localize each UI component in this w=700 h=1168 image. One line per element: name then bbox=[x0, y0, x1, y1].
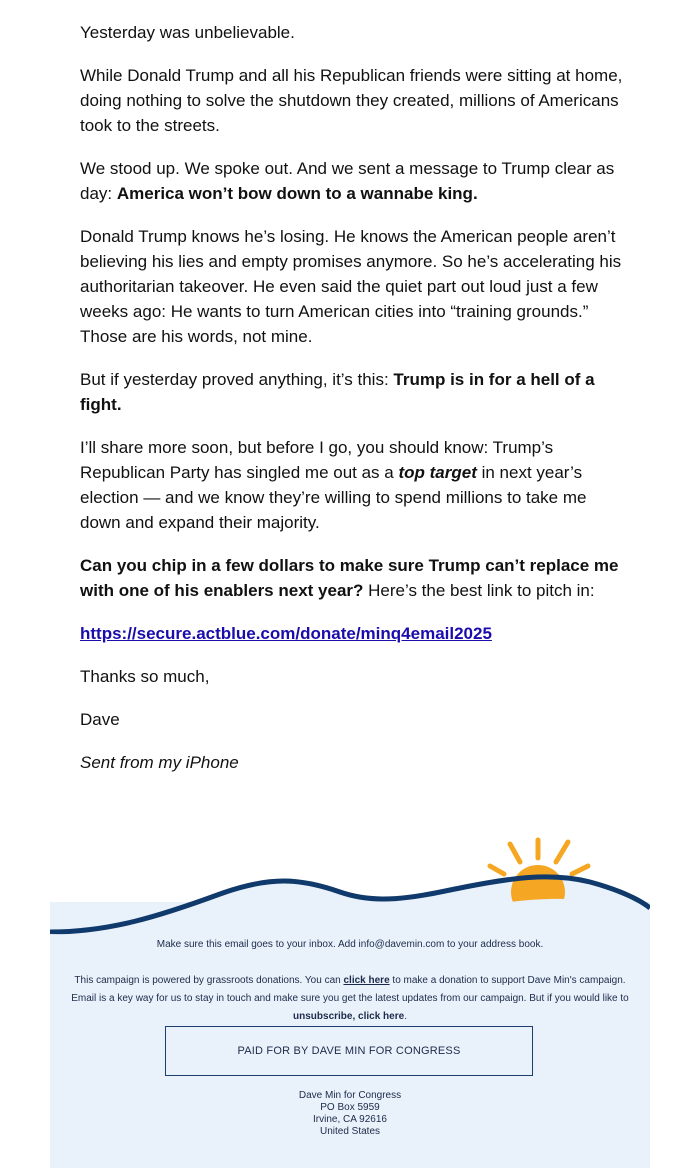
paragraph-thanks: Thanks so much, bbox=[80, 667, 210, 686]
campaign-text-3: . bbox=[404, 1011, 407, 1022]
address-po-box: PO Box 5959 bbox=[320, 1102, 380, 1113]
target-emphasis: top target bbox=[398, 463, 477, 482]
footer bbox=[50, 836, 650, 1168]
paragraph-target bbox=[80, 435, 630, 535]
campaign-text-1: This campaign is powered by grassroots donations. You can bbox=[74, 975, 344, 986]
mailing-address bbox=[50, 1090, 650, 1138]
paid-for-box bbox=[165, 1026, 533, 1076]
ask-bold: Can you chip in a few dollars to make sure Trump can’t replace me with one of his enablers next year? bbox=[80, 556, 619, 600]
target-text-after: in next year’s election — and we know they’re willing to spend millions to take me down and expand their majority. bbox=[80, 463, 587, 532]
inbox-note: Make sure this email goes to your inbox. Add info@davemin.com to your address book. bbox=[156, 939, 544, 950]
paragraph-opening: Yesterday was unbelievable. bbox=[80, 23, 295, 42]
address-country: United States bbox=[319, 1126, 381, 1137]
address-city: Irvine, CA 92616 bbox=[313, 1114, 387, 1125]
paid-for-text: PAID FOR BY DAVE MIN FOR CONGRESS bbox=[237, 1045, 461, 1057]
message-bold: America won’t bow down to a wannabe king. bbox=[116, 184, 478, 203]
donate-link[interactable]: https://secure.actblue.com/donate/minq4email2025 bbox=[80, 624, 492, 643]
paragraph-link bbox=[80, 621, 630, 646]
address-org: Dave Min for Congress bbox=[298, 1090, 402, 1101]
donate-click-here-link[interactable]: click here bbox=[343, 975, 390, 986]
sent-from bbox=[80, 750, 630, 775]
signature: Dave bbox=[80, 710, 120, 729]
sunrise-wave-graphic bbox=[50, 836, 650, 946]
paragraph-fight bbox=[80, 367, 630, 417]
fight-bold: Trump is in for a hell of a fight. bbox=[80, 370, 595, 414]
unsubscribe-link[interactable]: unsubscribe, click here bbox=[293, 1011, 405, 1022]
paragraph-message bbox=[80, 156, 630, 206]
sent-from-text: Sent from my iPhone bbox=[80, 753, 239, 772]
ask-text: Here’s the best link to pitch in: bbox=[363, 581, 595, 600]
message-text: We stood up. We spoke out. And we sent a message to Trump clear as day: bbox=[80, 159, 615, 203]
paragraph-losing: Donald Trump knows he’s losing. He knows the American people aren’t believing his lies and empty promises anymore. So he’s accelerating his authoritarian takeover. He even said the quiet part out loud just a few weeks ago: He wants to turn American cities into “training grounds.” Those are his words, not mine. bbox=[80, 227, 622, 346]
target-text-before: I’ll share more soon, but before I go, you should know: Trump’s Republican Party has singled me out as a bbox=[80, 438, 554, 482]
fight-text: But if yesterday proved anything, it’s this: bbox=[80, 370, 394, 389]
campaign-note bbox=[70, 972, 630, 1026]
paragraph-ask bbox=[80, 553, 630, 603]
campaign-text-2: to make a donation to support Dave Min's campaign. Email is a key way for us to stay in touch and make sure you get the latest updates from our campaign. But if you would like to bbox=[71, 975, 629, 1004]
email-body bbox=[80, 20, 630, 793]
paragraph-shutdown: While Donald Trump and all his Republican friends were sitting at home, doing nothing to solve the shutdown they created, millions of Americans took to the streets. bbox=[80, 66, 623, 135]
